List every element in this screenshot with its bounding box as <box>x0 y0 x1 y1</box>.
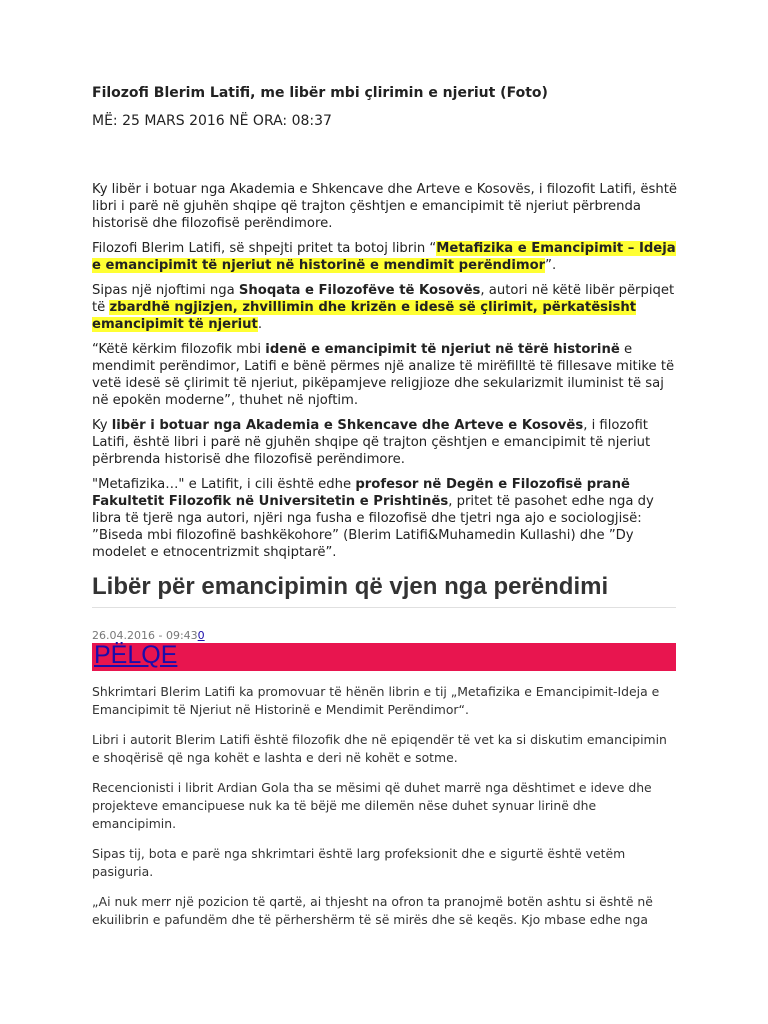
section-heading: Libër për emancipimin që vjen nga perëndimi <box>92 573 676 608</box>
article-body <box>92 181 678 569</box>
paragraph: “Këtë kërkim filozofik mbi idenë e emancipimit të njeriut në tërë historinë e mendimit perëndimor, Latifi e bënë përmes një analize të mirëfilltë të fillesave mitike të vetë idesë së çlirimit të njeriut, pikëpamjeve religjioze dhe sekularizmit iluminist të saj në epokën moderne”, thuhet në njoftim. <box>92 342 675 408</box>
highlighted-text: Metafizika e Emancipimit – Ideja e emancipimit të njeriut në historinë e mendimit perëndimor <box>92 241 676 273</box>
highlighted-text: zbardhë ngjizjen, zhvillimin dhe krizën e idesë së çlirimit, përkatësisht emancipimit të njeriut <box>92 300 637 332</box>
bold-text: idenë e emancipimit të njeriut në tërë historinë <box>265 342 620 357</box>
paragraph: Sipas një njoftimi nga Shoqata e Filozofëve të Kosovës, autori në këtë libër përpiqet të zbardhë ngjizjen, zhvillimin dhe krizën e idesë së çlirimit, përkatësisht emancipimit të njeriut. <box>92 283 675 332</box>
paragraph: Ky libër i botuar nga Akademia e Shkencave dhe Arteve e Kosovës, i filozofit Latifi, është libri i parë në gjuhën shqipe që trajton çështjen e emancipimit të njeriut përbrenda historisë dhe filozofisë perëndimore. <box>92 182 677 231</box>
bold-text: libër i botuar nga Akademia e Shkencave dhe Arteve e Kosovës <box>111 418 584 433</box>
comment-count-link[interactable]: 0 <box>197 629 205 642</box>
like-link[interactable]: PËLQE <box>94 641 178 669</box>
paragraph: Ky libër i botuar nga Akademia e Shkencave dhe Arteve e Kosovës, i filozofit Latifi, është libri i parë në gjuhën shqipe që trajton çështjen e emancipimit të njeriut përbrenda historisë dhe filozofisë perëndimore. <box>92 418 651 467</box>
paragraph: Shkrimtari Blerim Latifi ka promovuar të hënën librin e tij „Metafizika e Emancipimit-Ideja e Emancipimit të Njeriut në Historinë e Mendimit Perëndimor“. <box>92 684 660 717</box>
article-title: Filozofi Blerim Latifi, me libër mbi çlirimin e njeriut (Foto) <box>92 85 548 101</box>
paragraph: "Metafizika…" e Latifit, i cili është edhe profesor në Degën e Filozofisë pranë Fakultetit Filozofik në Universitetin e Prishtinës, pritet të pasohet edhe nga dy libra të tjerë nga autori, njëri nga fusha e filozofisë dhe tjetri nga ajo e sociologjisë: ”Biseda mbi filozofinë bashkëkohore” (Blerim Latifi&Muhamedin Kullashi) dhe ”Dy modelet e etnocentrizmit shqiptarë”. <box>92 477 654 560</box>
article-dateline: MË: 25 MARS 2016 NË ORA: 08:37 <box>92 113 332 129</box>
paragraph: „Ai nuk merr një pozicion të qartë, ai thjesht na ofron ta pranojmë botën ashtu si është në ekuilibrin e pafundëm dhe të përhershërm të së mirës dhe së keqës. Kjo mbase edhe nga <box>92 894 653 927</box>
paragraph: Recencionisti i librit Ardian Gola tha se mësimi që duhet marrë nga dështimet e ideve dhe projekteve emancipuese nuk ka të bëjë me dilemën nëse duhet synuar lirinë dhe emancipimin. <box>92 780 652 831</box>
paragraph: Sipas tij, bota e parë nga shkrimtari është larg profeksionit dhe e sigurtë është vetëm pasiguria. <box>92 846 626 879</box>
like-banner <box>92 643 676 671</box>
paragraph: Filozofi Blerim Latifi, së shpejti pritet ta botoj librin “Metafizika e Emancipimit – Ideja e emancipimit të njeriut në historinë e mendimit perëndimor”. <box>92 241 676 273</box>
publish-date: 26.04.2016 - 09:43 <box>92 629 198 642</box>
article-body-2 <box>92 683 678 941</box>
bold-text: Shoqata e Filozofëve të Kosovës <box>238 283 481 298</box>
paragraph: Libri i autorit Blerim Latifi është filozofik dhe në epiqendër të vet ka si diskutim emancipimin e shoqërisë që nga kohët e lashta e deri në kohët e sotme. <box>92 732 667 765</box>
bold-text: profesor në Degën e Filozofisë pranë Fakultetit Filozofik në Universitetin e Prishtinës <box>92 477 630 509</box>
